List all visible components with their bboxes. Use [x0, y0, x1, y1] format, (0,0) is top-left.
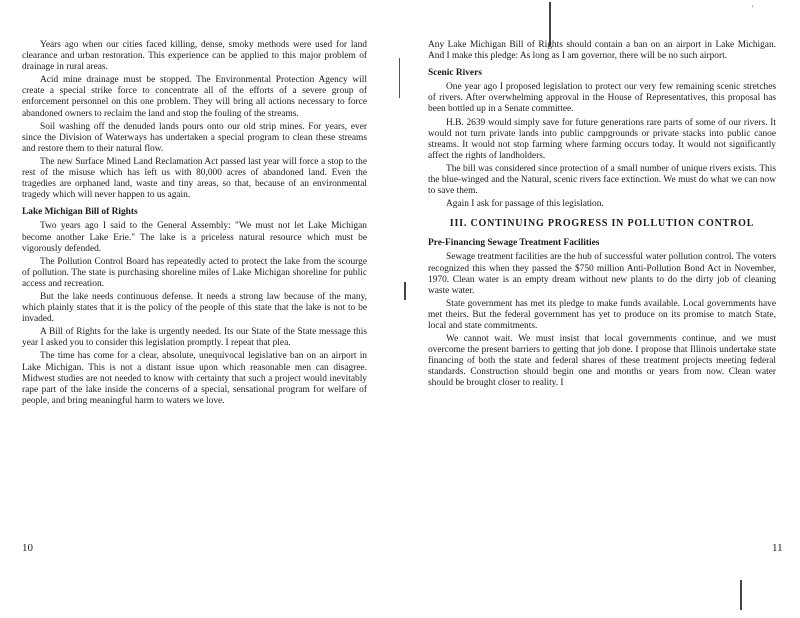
paragraph: The time has come for a clear, absolute, unequivocal legislative ban on an airport in Lake Michigan. This is not a distant issue upon which reasonable men can disagree. Midwest studies are not needed to know with certainty that such a project would inevitably rape part of the lake inside the concerns of a special, sensational program for welfare of people, and bring meaningful harm to waters we love. [22, 351, 367, 406]
page-number-right: 11 [772, 542, 783, 554]
paragraph: We cannot wait. We must insist that local governments continue, and we must overcome the present barriers to getting that job done. I propose that Illinois undertake state financing of both the state and federal shares of these treatment projects meeting federal standards. Construction should begin one and months or years from now. Clean water should be brought closer to reality. I [428, 334, 776, 389]
paragraph: The new Surface Mined Land Reclamation Act passed last year will force a stop to the rest of the misuse which has left us with 80,000 acres of abandoned land. Even the tragedies are orphaned land, waste and tiny areas, so that, because of an environmental tragedy which will never happen to us again. [22, 156, 367, 201]
paragraph: But the lake needs continuous defense. It needs a strong law because of the many, which plainly states that it is the policy of the people of this state that the lake is not to be invaded. [22, 291, 367, 325]
left-page [22, 40, 367, 560]
scan-artifact-mark [740, 580, 742, 610]
scan-artifact-corner: ' [752, 4, 754, 13]
scan-artifact-mark [404, 282, 406, 300]
paragraph: Years ago when our cities faced killing, dense, smoky methods were used for land clearance and urban restoration. This experience can be applied to this major problem of drainage in rural areas. [22, 40, 367, 73]
paragraph: The bill was considered since protection of a small number of unique rivers exists. This the blue-winged and the Natural, scenic rivers face extinction. We must do what we can now to save them. [428, 163, 776, 197]
paragraph: Soil washing off the denuded lands pours onto our old strip mines. For years, ever since the Division of Waterways has undertaken a special program to clean these streams and restore them to their natural flow. [22, 121, 367, 154]
right-page [428, 40, 776, 560]
paragraph: A Bill of Rights for the lake is urgently needed. Its our State of the State message this year I asked you to consider this legislation promptly. I repeat that plea. [22, 327, 367, 349]
paragraph: One year ago I proposed legislation to protect our very few remaining scenic stretches of rivers. After overwhelming approval in the House of Representatives, this proposal has been bottled up in a Senate committee. [428, 82, 776, 115]
paragraph: State government has met its pledge to make funds available. Local governments have met theirs. But the federal government has yet to produce on its promise to match State, local and state commitments. [428, 298, 776, 331]
section-heading: Scenic Rivers [428, 68, 482, 79]
paragraph: Two years ago I said to the General Assembly: "We must not let Lake Michigan become another Lake Erie." The lake is a priceless natural resource which must be vigorously defended. [22, 221, 367, 254]
section-heading: Pre-Financing Sewage Treatment Facilities [428, 238, 600, 249]
chapter-title: III. CONTINUING PROGRESS IN POLLUTION CONTROL [449, 218, 755, 230]
page-gutter-mark [399, 58, 400, 98]
paragraph: H.B. 2639 would simply save for future generations rare parts of some of our rivers. It would not turn private lands into public campgrounds or private stacks into public canoe streams. It would not stop farming where farming occurs today. It would not significantly affect the rights of landholders. [428, 117, 776, 161]
paragraph: Again I ask for passage of this legislation. [446, 199, 604, 210]
paragraph: The Pollution Control Board has repeatedly acted to protect the lake from the scourge of pollution. The state is purchasing shoreline miles of Lake Michigan shoreline for public access and recreation. [22, 256, 367, 289]
section-heading: Lake Michigan Bill of Rights [22, 207, 138, 218]
paragraph: Sewage treatment facilities are the hub of successful water pollution control. The voters recognized this when they passed the $750 million Anti-Pollution Bond Act in November, 1970. Clean water is an empty dream without new plants to do the dirty job of cleaning waste water. [428, 252, 776, 296]
paragraph: Any Lake Michigan Bill of Rights should contain a ban on an airport in Lake Michigan. And I make this pledge: As long as I am governor, there will be no such airport. [428, 40, 776, 62]
page-number-left: 10 [22, 542, 33, 554]
paragraph: Acid mine drainage must be stopped. The Environmental Protection Agency will create a special strike force to concentrate all of the efforts of a severe group of enforcement personnel on this one problem. They will bring all actions necessary to force abandoned owners to reclaim the land and stop the fouling of the streams. [22, 75, 367, 119]
